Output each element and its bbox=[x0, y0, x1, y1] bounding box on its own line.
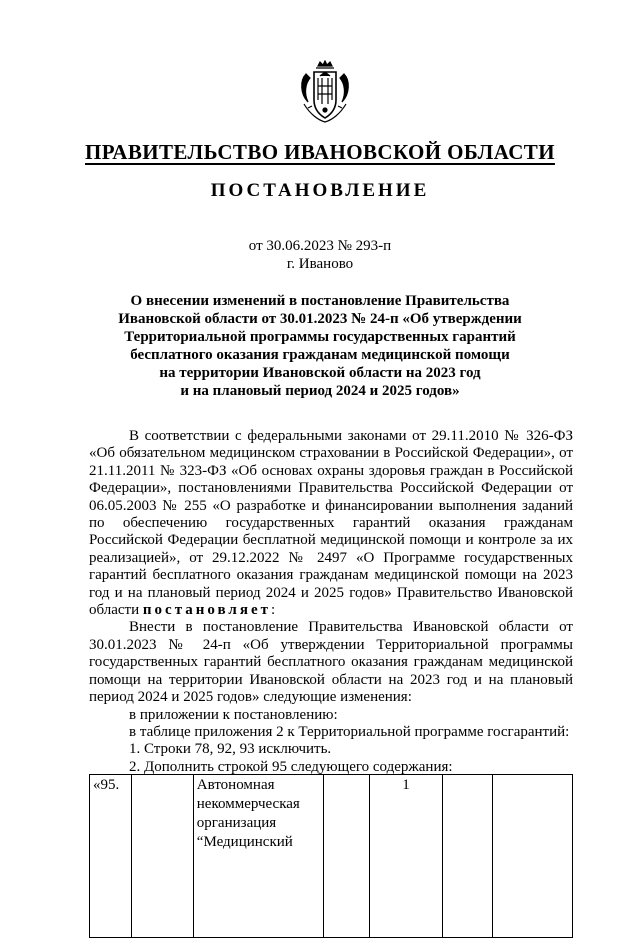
table-cell bbox=[323, 775, 369, 938]
preamble-end: : bbox=[271, 602, 276, 619]
subject-line: бесплатного оказания гражданам медицинской помощи bbox=[130, 347, 510, 363]
document-body bbox=[89, 428, 573, 776]
table-cell bbox=[443, 775, 493, 938]
subject-line: Ивановской области от 30.01.2023 № 24-п «Об утверждении bbox=[118, 311, 522, 327]
table-cell bbox=[493, 775, 573, 938]
city: г. Иваново bbox=[286, 256, 354, 272]
table-row bbox=[90, 775, 573, 938]
value-cell: 1 bbox=[369, 775, 443, 938]
appendix-paragraph: в приложении к постановлению: bbox=[129, 706, 338, 723]
amendment-table bbox=[89, 774, 573, 938]
subject-line: на территории Ивановской области на 2023 год bbox=[159, 365, 481, 381]
document-type: ПОСТАНОВЛЕНИЕ bbox=[210, 180, 430, 201]
coat-of-arms-icon bbox=[296, 60, 354, 124]
row-number-cell: «95. bbox=[90, 775, 132, 938]
subject-line: Территориальной программы государственных гарантий bbox=[124, 329, 516, 345]
date-number: от 30.06.2023 № 293-п bbox=[248, 238, 392, 254]
table-paragraph: в таблице приложения 2 к Территориальной программе госгарантий: bbox=[129, 723, 570, 740]
preamble-text: В соответствии с федеральными законами от 29.11.2010 № 326-ФЗ «Об обязательном медицинском страховании в Российской Федерации», от 21.11.2011 № 323-ФЗ «Об основах охраны здоровья граждан в Российской Федерации», постановлениями Правительства Российской Федерации от 06.05.2003 № 255 «О разработке и финансировании выполнения заданий по обеспечению государственных гарантий оказания гражданам Российской Федерации бесплатной медицинской помощи и контроле за их реализацией», от 29.12.2022 № 2497 «О Программе государственных гарантий бесплатного оказания гражданам медицинской помощи на 2023 год и на плановый период 2024 и 2025 годов» Правительство Ивановской области bbox=[89, 428, 573, 619]
item-2-paragraph: 2. Дополнить строкой 95 следующего содержания: bbox=[129, 758, 453, 775]
subject-line: и на плановый период 2024 и 2025 годов» bbox=[180, 383, 460, 399]
table-cell bbox=[131, 775, 193, 938]
organization-cell: Автономная некоммерческая организация “Медицинский bbox=[193, 775, 323, 938]
document-subject bbox=[100, 292, 540, 400]
amendment-paragraph: Внести в постановление Правительства Ивановской области от 30.01.2023 № 24-п «Об утверждении Территориальной программы государственных гарантий бесплатного оказания гражданам медицинской помощи на территории Ивановской области на 2023 год и на плановый период 2024 и 2025 годов» следующие изменения: bbox=[89, 619, 573, 706]
government-title: ПРАВИТЕЛЬСТВО ИВАНОВСКОЙ ОБЛАСТИ bbox=[85, 140, 555, 164]
preamble-paragraph bbox=[89, 428, 573, 619]
decree-word: постановляет bbox=[142, 602, 271, 619]
subject-line: О внесении изменений в постановление Правительства bbox=[130, 293, 510, 309]
item-1-paragraph: 1. Строки 78, 92, 93 исключить. bbox=[129, 741, 332, 758]
